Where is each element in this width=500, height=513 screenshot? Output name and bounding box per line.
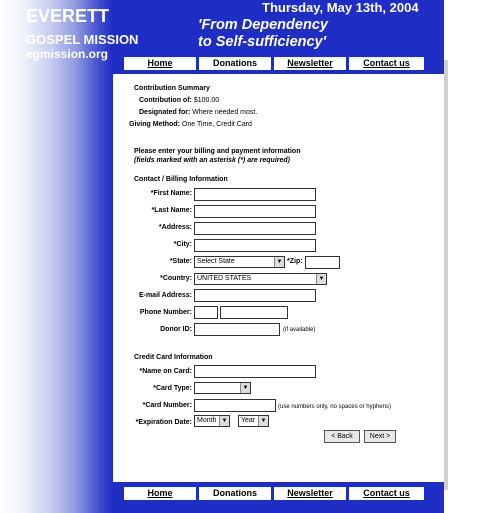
summary-contribution	[139, 97, 219, 104]
header-date: Thursday, May 13th, 2004	[262, 0, 419, 15]
left-gradient	[0, 0, 112, 513]
method-label: Giving Method:	[129, 121, 180, 128]
country-select-value: UNITED STATES	[197, 275, 252, 282]
tagline-line2: to Self-sufficiency'	[198, 34, 327, 50]
phone-area-field[interactable]	[194, 306, 218, 319]
contact-section-title: Contact / Billing Information	[134, 176, 228, 183]
footer-nav-donations[interactable]: Donations	[199, 487, 271, 500]
last-name-label: *Last Name:	[151, 207, 192, 214]
tagline-line1: 'From Dependency	[198, 17, 328, 33]
month-select-value: Month	[197, 417, 217, 424]
right-margin	[444, 0, 500, 513]
back-button[interactable]: < Back	[324, 430, 360, 443]
logo-url: egmission.org	[26, 47, 109, 61]
year-select-value: Year	[241, 417, 256, 424]
designated-label: Designated for:	[139, 109, 191, 116]
first-name-field[interactable]	[194, 188, 316, 201]
summary-title: Contribution Summary	[134, 85, 210, 92]
email-field[interactable]	[194, 289, 316, 302]
address-field[interactable]	[194, 222, 316, 235]
chevron-down-icon: ▼	[240, 383, 250, 393]
zip-label: *Zip:	[287, 258, 303, 265]
nav-contact[interactable]: Contact us	[349, 57, 424, 70]
year-select[interactable]	[238, 415, 269, 427]
email-label: E-mail Address:	[138, 292, 192, 299]
zip-field[interactable]	[305, 256, 340, 269]
bottom-nav	[124, 487, 427, 500]
nav-home[interactable]: Home	[124, 57, 196, 70]
address-label: *Address:	[158, 224, 192, 231]
state-select-value: Select State	[197, 258, 235, 265]
card-name-label: *Name on Card:	[139, 368, 192, 375]
first-name-label: *First Name:	[150, 190, 192, 197]
designated-value: Where needed most.	[192, 109, 258, 116]
footer-nav-contact[interactable]: Contact us	[349, 487, 424, 500]
method-value: One Time, Credit Card	[181, 121, 252, 128]
form-panel	[113, 74, 444, 482]
footer-nav-newsletter[interactable]: Newsletter	[274, 487, 346, 500]
card-section-title: Credit Card Information	[134, 354, 213, 361]
card-type-select[interactable]	[194, 382, 251, 394]
state-label: *State:	[169, 258, 192, 265]
country-select[interactable]	[194, 273, 327, 285]
card-type-label: *Card Type:	[153, 385, 192, 392]
chevron-down-icon: ▼	[258, 416, 268, 426]
month-select[interactable]	[194, 415, 230, 427]
chevron-down-icon: ▼	[219, 416, 229, 426]
nav-donations[interactable]: Donations	[199, 57, 271, 70]
card-number-label: *Card Number:	[142, 402, 192, 409]
content-shadow	[444, 60, 448, 490]
donor-id-note: (if available)	[283, 327, 316, 333]
intro-line2: (fields marked with an asterisk (*) are required)	[134, 157, 290, 164]
summary-designated	[139, 109, 257, 116]
donor-id-field[interactable]	[194, 323, 280, 336]
card-number-note: (use numbers only, no spaces or hyphens)	[278, 404, 391, 410]
country-label: *Country:	[160, 275, 192, 282]
card-name-field[interactable]	[194, 365, 316, 378]
footer-nav-home[interactable]: Home	[124, 487, 196, 500]
chevron-down-icon: ▼	[274, 257, 284, 267]
intro-line1: Please enter your billing and payment information	[134, 148, 301, 155]
last-name-field[interactable]	[194, 205, 316, 218]
chevron-down-icon: ▼	[316, 274, 326, 284]
phone-number-field[interactable]	[220, 306, 288, 319]
summary-method	[129, 121, 252, 128]
header-tagline	[198, 17, 328, 51]
city-field[interactable]	[194, 239, 316, 252]
logo-subtitle: GOSPEL MISSION	[26, 32, 139, 47]
contribution-value: $100.00	[193, 97, 220, 104]
logo[interactable]	[26, 6, 138, 61]
expiration-label: *Expiration Date:	[135, 419, 192, 426]
city-label: *City:	[173, 241, 192, 248]
phone-label: Phone Number:	[139, 309, 192, 316]
logo-title: EVERETT	[26, 6, 110, 26]
donor-id-label: Donor ID:	[160, 326, 192, 333]
state-select[interactable]	[194, 256, 285, 268]
top-nav	[124, 57, 427, 70]
card-number-field[interactable]	[194, 399, 276, 412]
intro-text	[134, 147, 300, 165]
nav-newsletter[interactable]: Newsletter	[274, 57, 346, 70]
contribution-label: Contribution of:	[139, 97, 192, 104]
next-button[interactable]: Next >	[364, 430, 396, 443]
